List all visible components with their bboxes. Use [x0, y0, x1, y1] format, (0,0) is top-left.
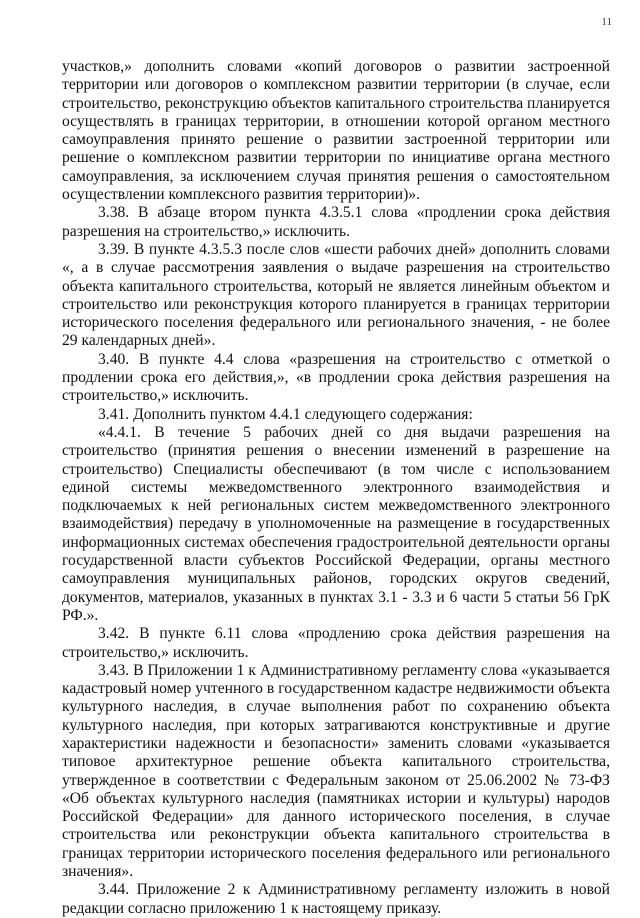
paragraph-4-4-1: «4.4.1. В течение 5 рабочих дней со дня выдачи разрешения на строительство (принятия решения о внесении изменений в разрешение на строительство) Специалисты обеспечивают (в том числе с использованием единой системы межведомственного электронного взаимодействия и подключаемых к ней региональных систем межведомственного электронного взаимодействия) передачу в уполномоченные на размещение в государственных информационных системах обеспечения градостроительной деятельности органы государственной власти субъектов Российской Федерации, органы местного самоуправления муниципальных районов, городских округов сведений, документов, материалов, указанных в пунктах 3.1 - 3.3 и 6 части 5 статьи 56 ГрК РФ.». [62, 423, 610, 624]
paragraph-3-39: 3.39. В пункте 4.3.5.3 после слов «шести рабочих дней» дополнить словами «, а в случае рассмотрения заявления о выдаче разрешения на строительство объекта капитального строительства, который не является линейным объектом и строительство или реконструкция которого планируется в границах территории исторического поселения федерального или регионального значения, - не более 29 календарных дней». [62, 240, 610, 350]
paragraph-3-38: 3.38. В абзаце втором пункта 4.3.5.1 слова «продлении срока действия разрешения на строительство,» исключить. [62, 204, 610, 240]
document-body [62, 58, 610, 918]
paragraph-3-41: 3.41. Дополнить пунктом 4.4.1 следующего содержания: [98, 405, 473, 423]
page-number: 11 [601, 16, 612, 28]
paragraph-3-44: 3.44. Приложение 2 к Административному регламенту изложить в новой редакции согласно приложению 1 к настоящему приказу. [62, 881, 610, 917]
paragraph-3-42: 3.42. В пункте 6.11 слова «продлению срока действия разрешения на строительство,» исключить. [62, 625, 610, 661]
paragraph-continuation: участков,» дополнить словами «копий договоров о развитии застроенной территории или договоров о комплексном развитии территории (в случае, если строительство, реконструкцию объектов капитального строительства планируется осуществлять в границах территории, в отношении которой органом местного самоуправления принято решение о развитии застроенной территории или решение о комплексном развитии территории по инициативе органа местного самоуправления, за исключением случая принятия решения о самостоятельном осуществлении комплексного развития территории)». [62, 58, 610, 204]
paragraph-3-40: 3.40. В пункте 4.4 слова «разрешения на строительство с отметкой о продлении срока его действия,», «в продлении срока действия разрешения на строительство,» исключить. [62, 350, 610, 405]
paragraph-3-43: 3.43. В Приложении 1 к Административному регламенту слова «указывается кадастровый номер учтенного в государственном кадастре недвижимости объекта культурного наследия, в случае выполнения работ по сохранению объекта культурного наследия, при которых затрагиваются конструктивные и другие характеристики надежности и безопасности» заменить словами «указывается типовое архитектурное решение объекта капитального строительства, утвержденное в соответствии с Федеральным законом от 25.06.2002 № 73-ФЗ «Об объектах культурного наследия (памятниках истории и культуры) народов Российской Федерации» для данного исторического поселения, в случае строительства или реконструкции объекта капитального строительства в границах территории исторического поселения федерального или регионального значения». [62, 661, 610, 881]
